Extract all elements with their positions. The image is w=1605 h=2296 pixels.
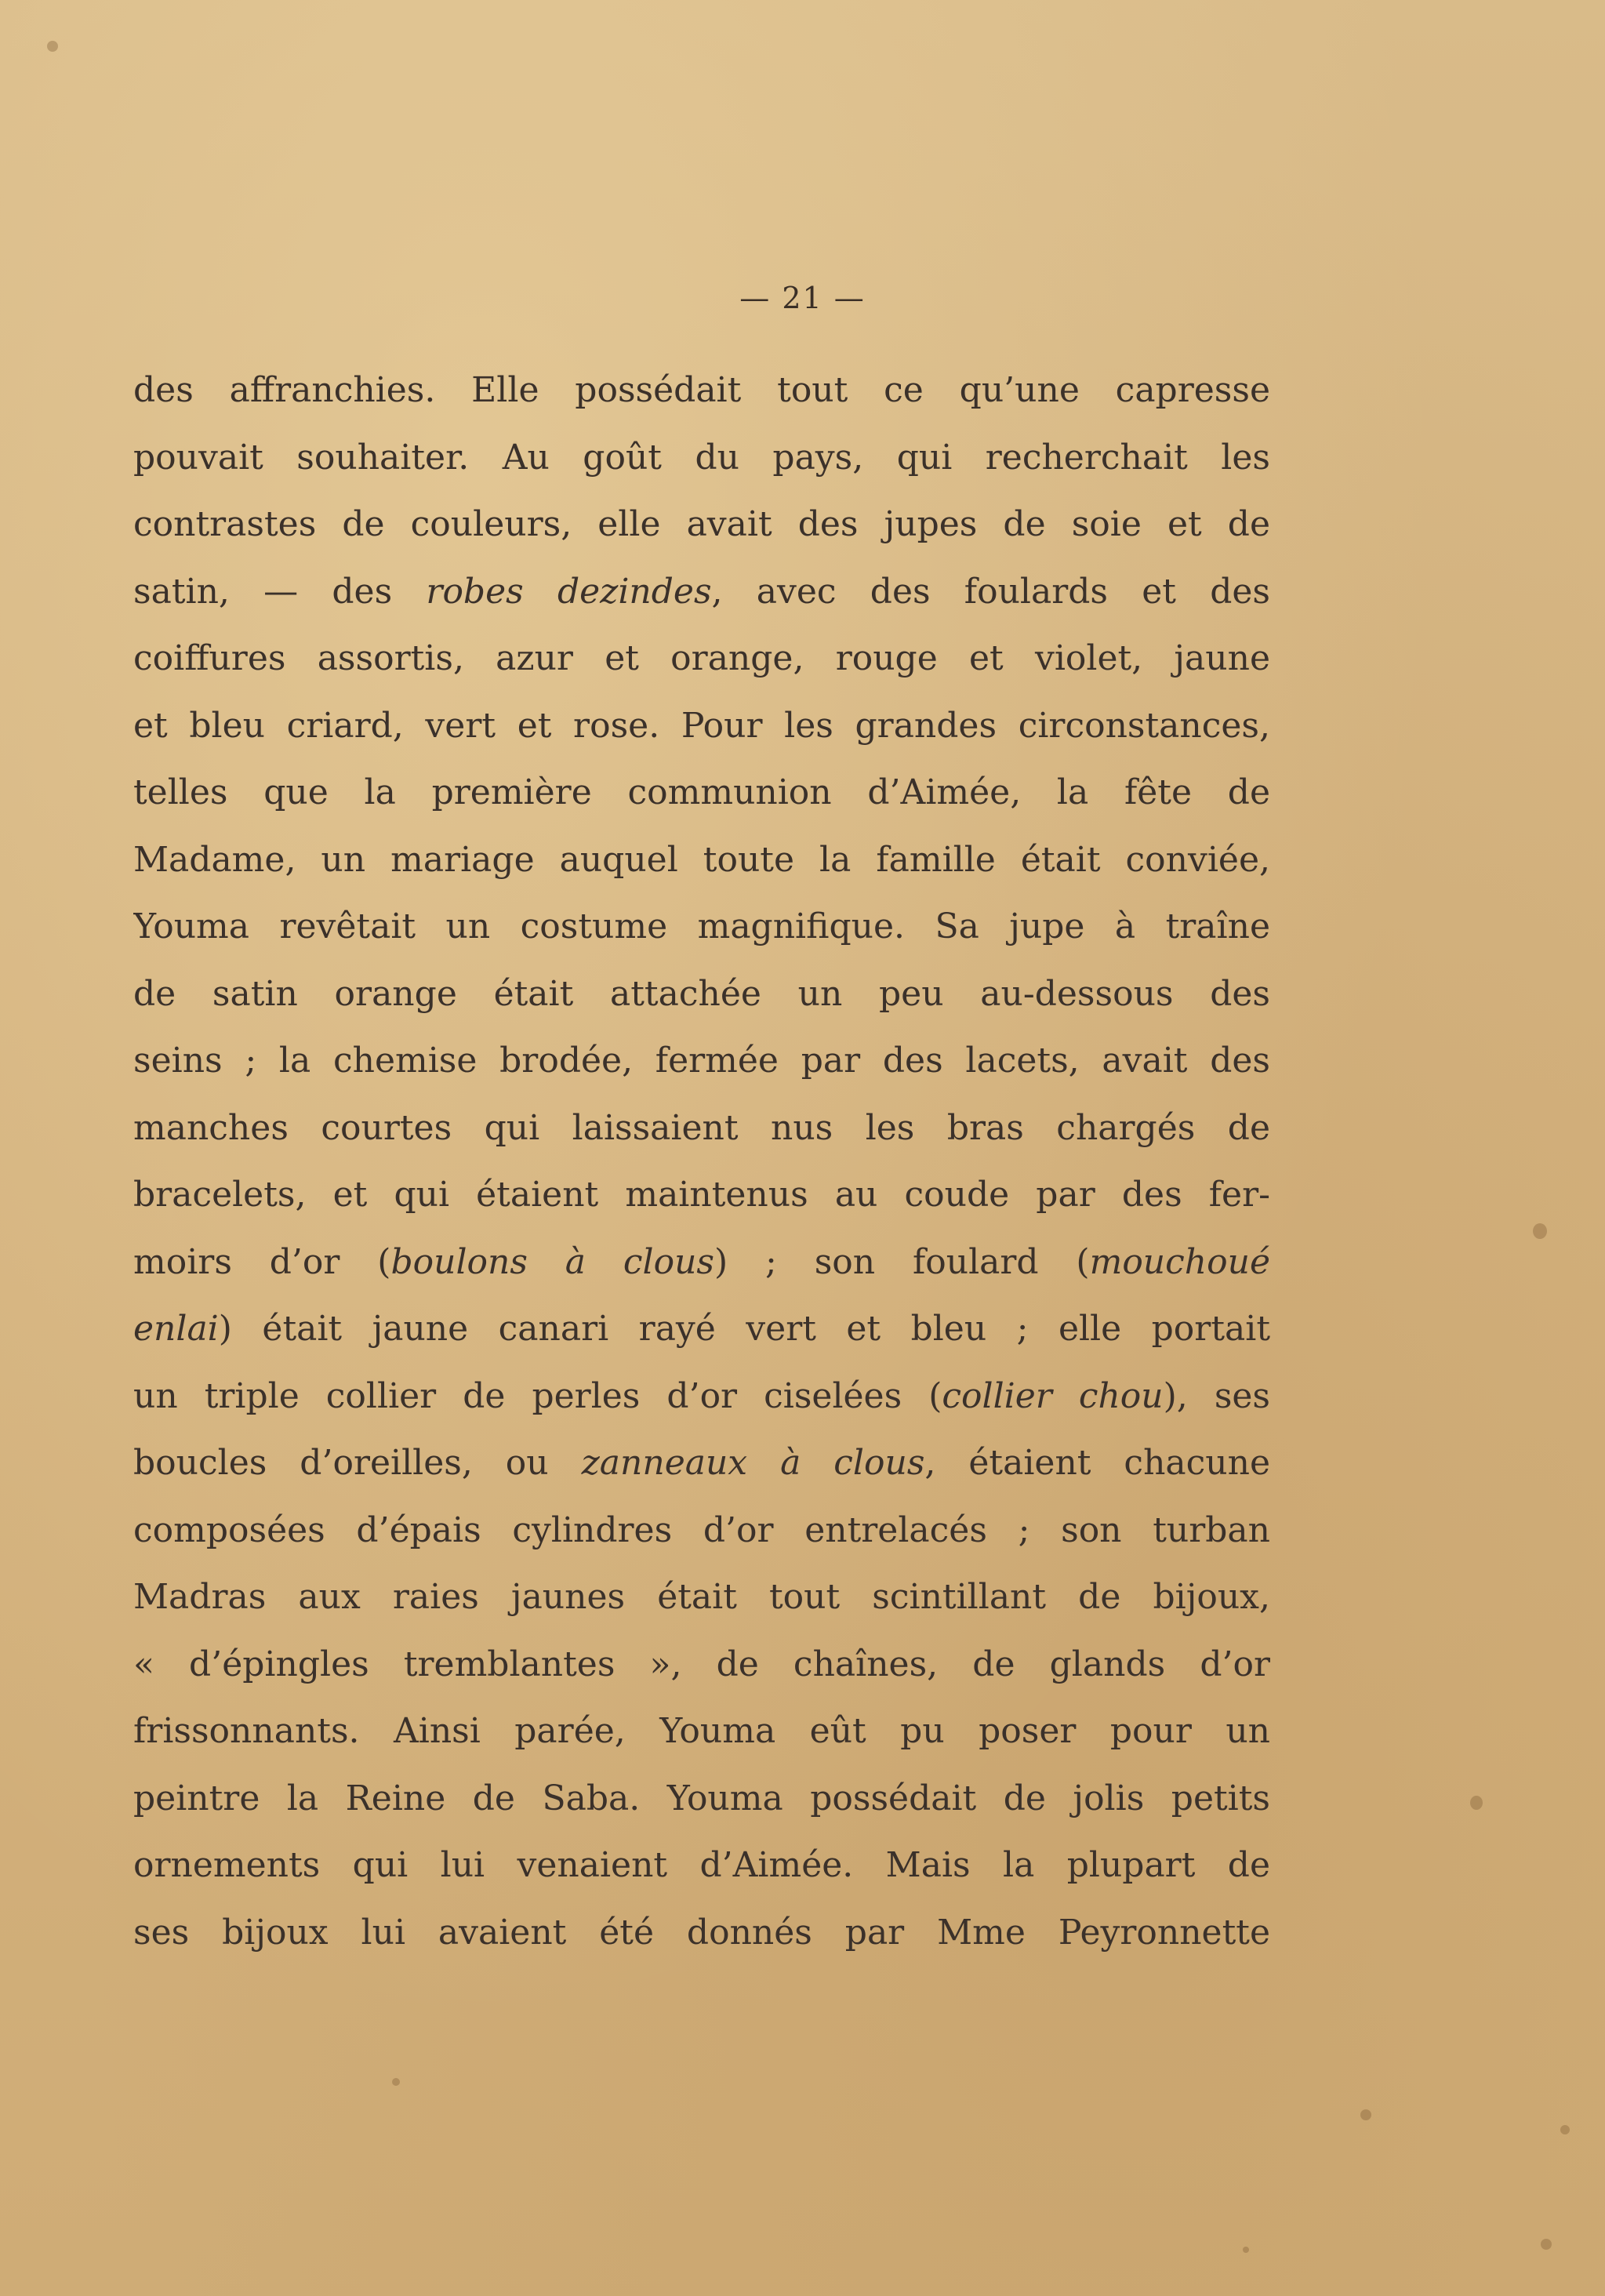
text-run: et bleu criard, vert et rose. Pour les grandes circonstances, [133, 705, 1270, 746]
italic-term: robes dezindes [426, 571, 712, 612]
text-line [133, 424, 1270, 492]
text-line [133, 692, 1270, 760]
text-run: ses bijoux lui avaient été donnés par Mme Peyronnette [133, 1912, 1270, 1953]
text-line [133, 625, 1270, 692]
body-text [133, 357, 1270, 1966]
text-run: Youma revêtait un costume magnifique. Sa jupe à traîne [133, 906, 1270, 946]
text-line [133, 1363, 1270, 1430]
text-run: ), ses [1163, 1375, 1270, 1416]
text-run: manches courtes qui laissaient nus les bras chargés de [133, 1107, 1270, 1148]
text-line [133, 1832, 1270, 1899]
text-line [133, 1295, 1270, 1363]
text-line [133, 357, 1270, 424]
text-run: , avec des foulards et des [711, 571, 1270, 612]
text-line [133, 1229, 1270, 1296]
text-line [133, 961, 1270, 1028]
text-line [133, 1430, 1270, 1497]
text-line [133, 558, 1270, 626]
text-run: ornements qui lui venaient d’Aimée. Mais la plupart de [133, 1845, 1270, 1885]
text-line [133, 1631, 1270, 1698]
text-run: , étaient chacune [924, 1443, 1270, 1483]
paper-speck [1243, 2247, 1249, 2253]
italic-term: boulons à clous [390, 1241, 714, 1282]
paper-speck [392, 2078, 400, 2086]
paper-speck [1541, 2239, 1552, 2250]
text-run: seins ; la chemise brodée, fermée par des lacets, avait des [133, 1041, 1270, 1081]
text-run: ) était jaune canari rayé vert et bleu ; elle portait [218, 1309, 1270, 1349]
text-run: bracelets, et qui étaient maintenus au coude par des fer- [133, 1175, 1270, 1215]
text-run: pouvait souhaiter. Au goût du pays, qui recherchait les [133, 437, 1270, 478]
text-run: satin, — des [133, 571, 427, 612]
text-run: moirs d’or ( [133, 1241, 391, 1282]
text-line [133, 759, 1270, 826]
italic-term: mouchoué [1089, 1241, 1270, 1282]
text-run: coiffures assortis, azur et orange, rouge et violet, jaune [133, 638, 1270, 678]
paper-speck [1360, 2109, 1371, 2120]
text-run: frissonnants. Ainsi parée, Youma eût pu poser pour un [133, 1711, 1270, 1751]
text-run: Madras aux raies jaunes était tout scintillant de bijoux, [133, 1577, 1270, 1617]
paper-speck [1560, 2125, 1570, 2134]
text-line [133, 1027, 1270, 1095]
text-run: telles que la première communion d’Aimée, la fête de [133, 772, 1270, 812]
text-line [133, 1161, 1270, 1229]
text-run: Madame, un mariage auquel toute la famille était conviée, [133, 839, 1270, 880]
text-run: « d’épingles tremblantes », de chaînes, de glands d’or [133, 1644, 1270, 1684]
italic-term: collier chou [942, 1375, 1164, 1416]
text-run: des affranchies. Elle possédait tout ce qu’une capresse [133, 370, 1270, 410]
text-run: contrastes de couleurs, elle avait des jupes de soie et de [133, 504, 1270, 544]
paper-speck [47, 41, 58, 52]
text-run: de satin orange était attachée un peu au-dessous des [133, 973, 1270, 1014]
paper-speck [1533, 1223, 1547, 1239]
text-run: peintre la Reine de Saba. Youma possédait de jolis petits [133, 1778, 1270, 1818]
text-line [133, 1497, 1270, 1564]
italic-term: zanneaux à clous [581, 1443, 925, 1483]
text-line [133, 1765, 1270, 1833]
text-line [133, 1899, 1270, 1967]
text-line [133, 491, 1270, 558]
page-number: — 21 — [739, 281, 866, 315]
paper-speck [1470, 1796, 1483, 1810]
text-line [133, 1698, 1270, 1765]
text-line [133, 1564, 1270, 1631]
text-line [133, 826, 1270, 894]
text-line [133, 1095, 1270, 1162]
text-run: composées d’épais cylindres d’or entrelacés ; son turban [133, 1509, 1270, 1550]
text-run: ) ; son foulard ( [714, 1241, 1090, 1282]
text-run: boucles d’oreilles, ou [133, 1443, 582, 1483]
italic-term: enlai [133, 1309, 219, 1349]
text-run: un triple collier de perles d’or ciselées ( [133, 1375, 942, 1416]
text-line [133, 893, 1270, 961]
